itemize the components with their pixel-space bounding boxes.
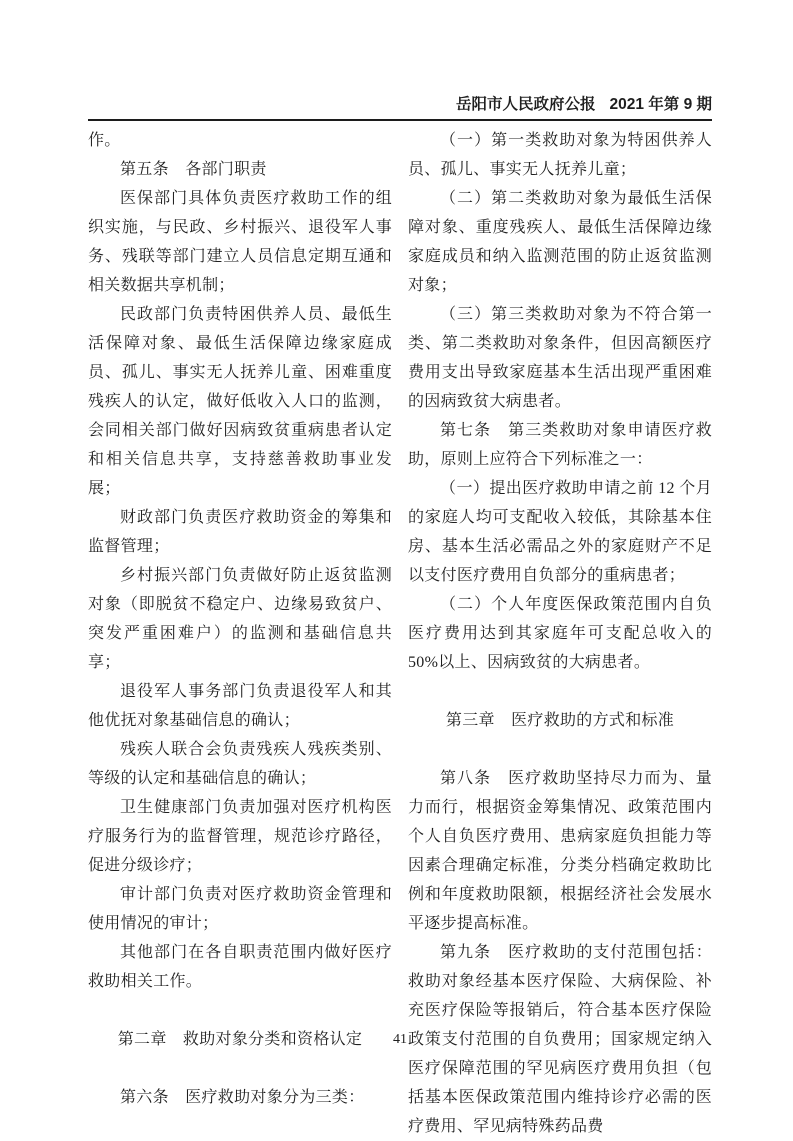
paragraph: 财政部门负责医疗救助资金的筹集和监督管理；	[88, 509, 392, 555]
page-number: 41	[393, 1032, 407, 1047]
chapter-heading: 第二章 救助对象分类和资格认定	[117, 1031, 363, 1048]
gazette-issue: 2021 年第 9 期	[609, 95, 712, 113]
paragraph: 作。	[88, 132, 121, 149]
gazette-title: 岳阳市人民政府公报	[455, 95, 596, 113]
page-footer	[88, 1030, 712, 1050]
paragraph: 第九条 医疗救助的支付范围包括：救助对象经基本医疗保险、大病保险、补充医疗保险等报销后，符合基本医疗保险政策支付范围的自负费用；国家规定纳入医疗保障范围的罕见病医疗费用负担（包括基本医保政策范围内维持诊疗必需的医疗费用、罕见病特殊药品费	[408, 944, 712, 1135]
running-head	[456, 97, 712, 120]
paragraph: 乡村振兴部门负责做好防止返贫监测对象（即脱贫不稳定户、边缘易致贫户、突发严重困难户）的监测和基础信息共享；	[88, 567, 392, 671]
document-body	[88, 126, 712, 1141]
paragraph: 第八条 医疗救助坚持尽力而为、量力而行，根据资金筹集情况、政策范围内个人自负医疗费用、患病家庭负担能力等因素合理确定标准，分类分档确定救助比例和年度救助限额，根据经济社会发展水平逐步提高标准。	[408, 770, 712, 932]
paragraph: 第五条 各部门职责	[120, 161, 267, 178]
paragraph: 审计部门负责对医疗救助资金管理和使用情况的审计；	[88, 886, 392, 932]
paragraph: 卫生健康部门负责加强对医疗机构医疗服务行为的监督管理，规范诊疗路径，促进分级诊疗；	[88, 799, 392, 874]
paragraph: （二）个人年度医保政策范围内自负医疗费用达到其家庭年可支配总收入的 50%以上、因病致贫的大病患者。	[408, 596, 712, 671]
chapter-heading: 第三章 医疗救助的方式和标准	[445, 712, 675, 729]
paragraph: （一）第一类救助对象为特困供养人员、孤儿、事实无人抚养儿童；	[408, 132, 712, 178]
paragraph: 其他部门在各自职责范围内做好医疗救助相关工作。	[88, 944, 392, 990]
right-column	[408, 126, 712, 1141]
paragraph: （二）第二类救助对象为最低生活保障对象、重度残疾人、最低生活保障边缘家庭成员和纳入监测范围的防止返贫监测对象；	[408, 190, 712, 294]
paragraph: 第七条 第三类救助对象申请医疗救助，原则上应符合下列标准之一：	[408, 422, 712, 468]
paragraph: 第六条 医疗救助对象分为三类：	[120, 1089, 365, 1106]
paragraph: （三）第三类救助对象为不符合第一类、第二类救助对象条件，但因高额医疗费用支出导致家庭基本生活出现严重困难的因病致贫大病患者。	[408, 306, 712, 410]
paragraph: 民政部门负责特困供养人员、最低生活保障对象、最低生活保障边缘家庭成员、孤儿、事实无人抚养儿童、困难重度残疾人的认定，做好低收入人口的监测，会同相关部门做好因病致贫重病患者认定和相关信息共享，支持慈善救助事业发展；	[88, 306, 392, 497]
left-column	[88, 126, 392, 1141]
page-header	[88, 0, 712, 121]
paragraph: （一）提出医疗救助申请之前 12 个月的家庭人均可支配收入较低，其除基本住房、基本生活必需品之外的家庭财产不足以支付医疗费用自负部分的重病患者；	[408, 480, 712, 584]
paragraph: 医保部门具体负责医疗救助工作的组织实施，与民政、乡村振兴、退役军人事务、残联等部门建立人员信息定期互通和相关数据共享机制；	[88, 190, 392, 294]
gazette-page	[88, 0, 712, 1135]
paragraph: 退役军人事务部门负责退役军人和其他优抚对象基础信息的确认；	[88, 683, 392, 729]
paragraph: 残疾人联合会负责残疾人残疾类别、等级的认定和基础信息的确认；	[88, 741, 392, 787]
